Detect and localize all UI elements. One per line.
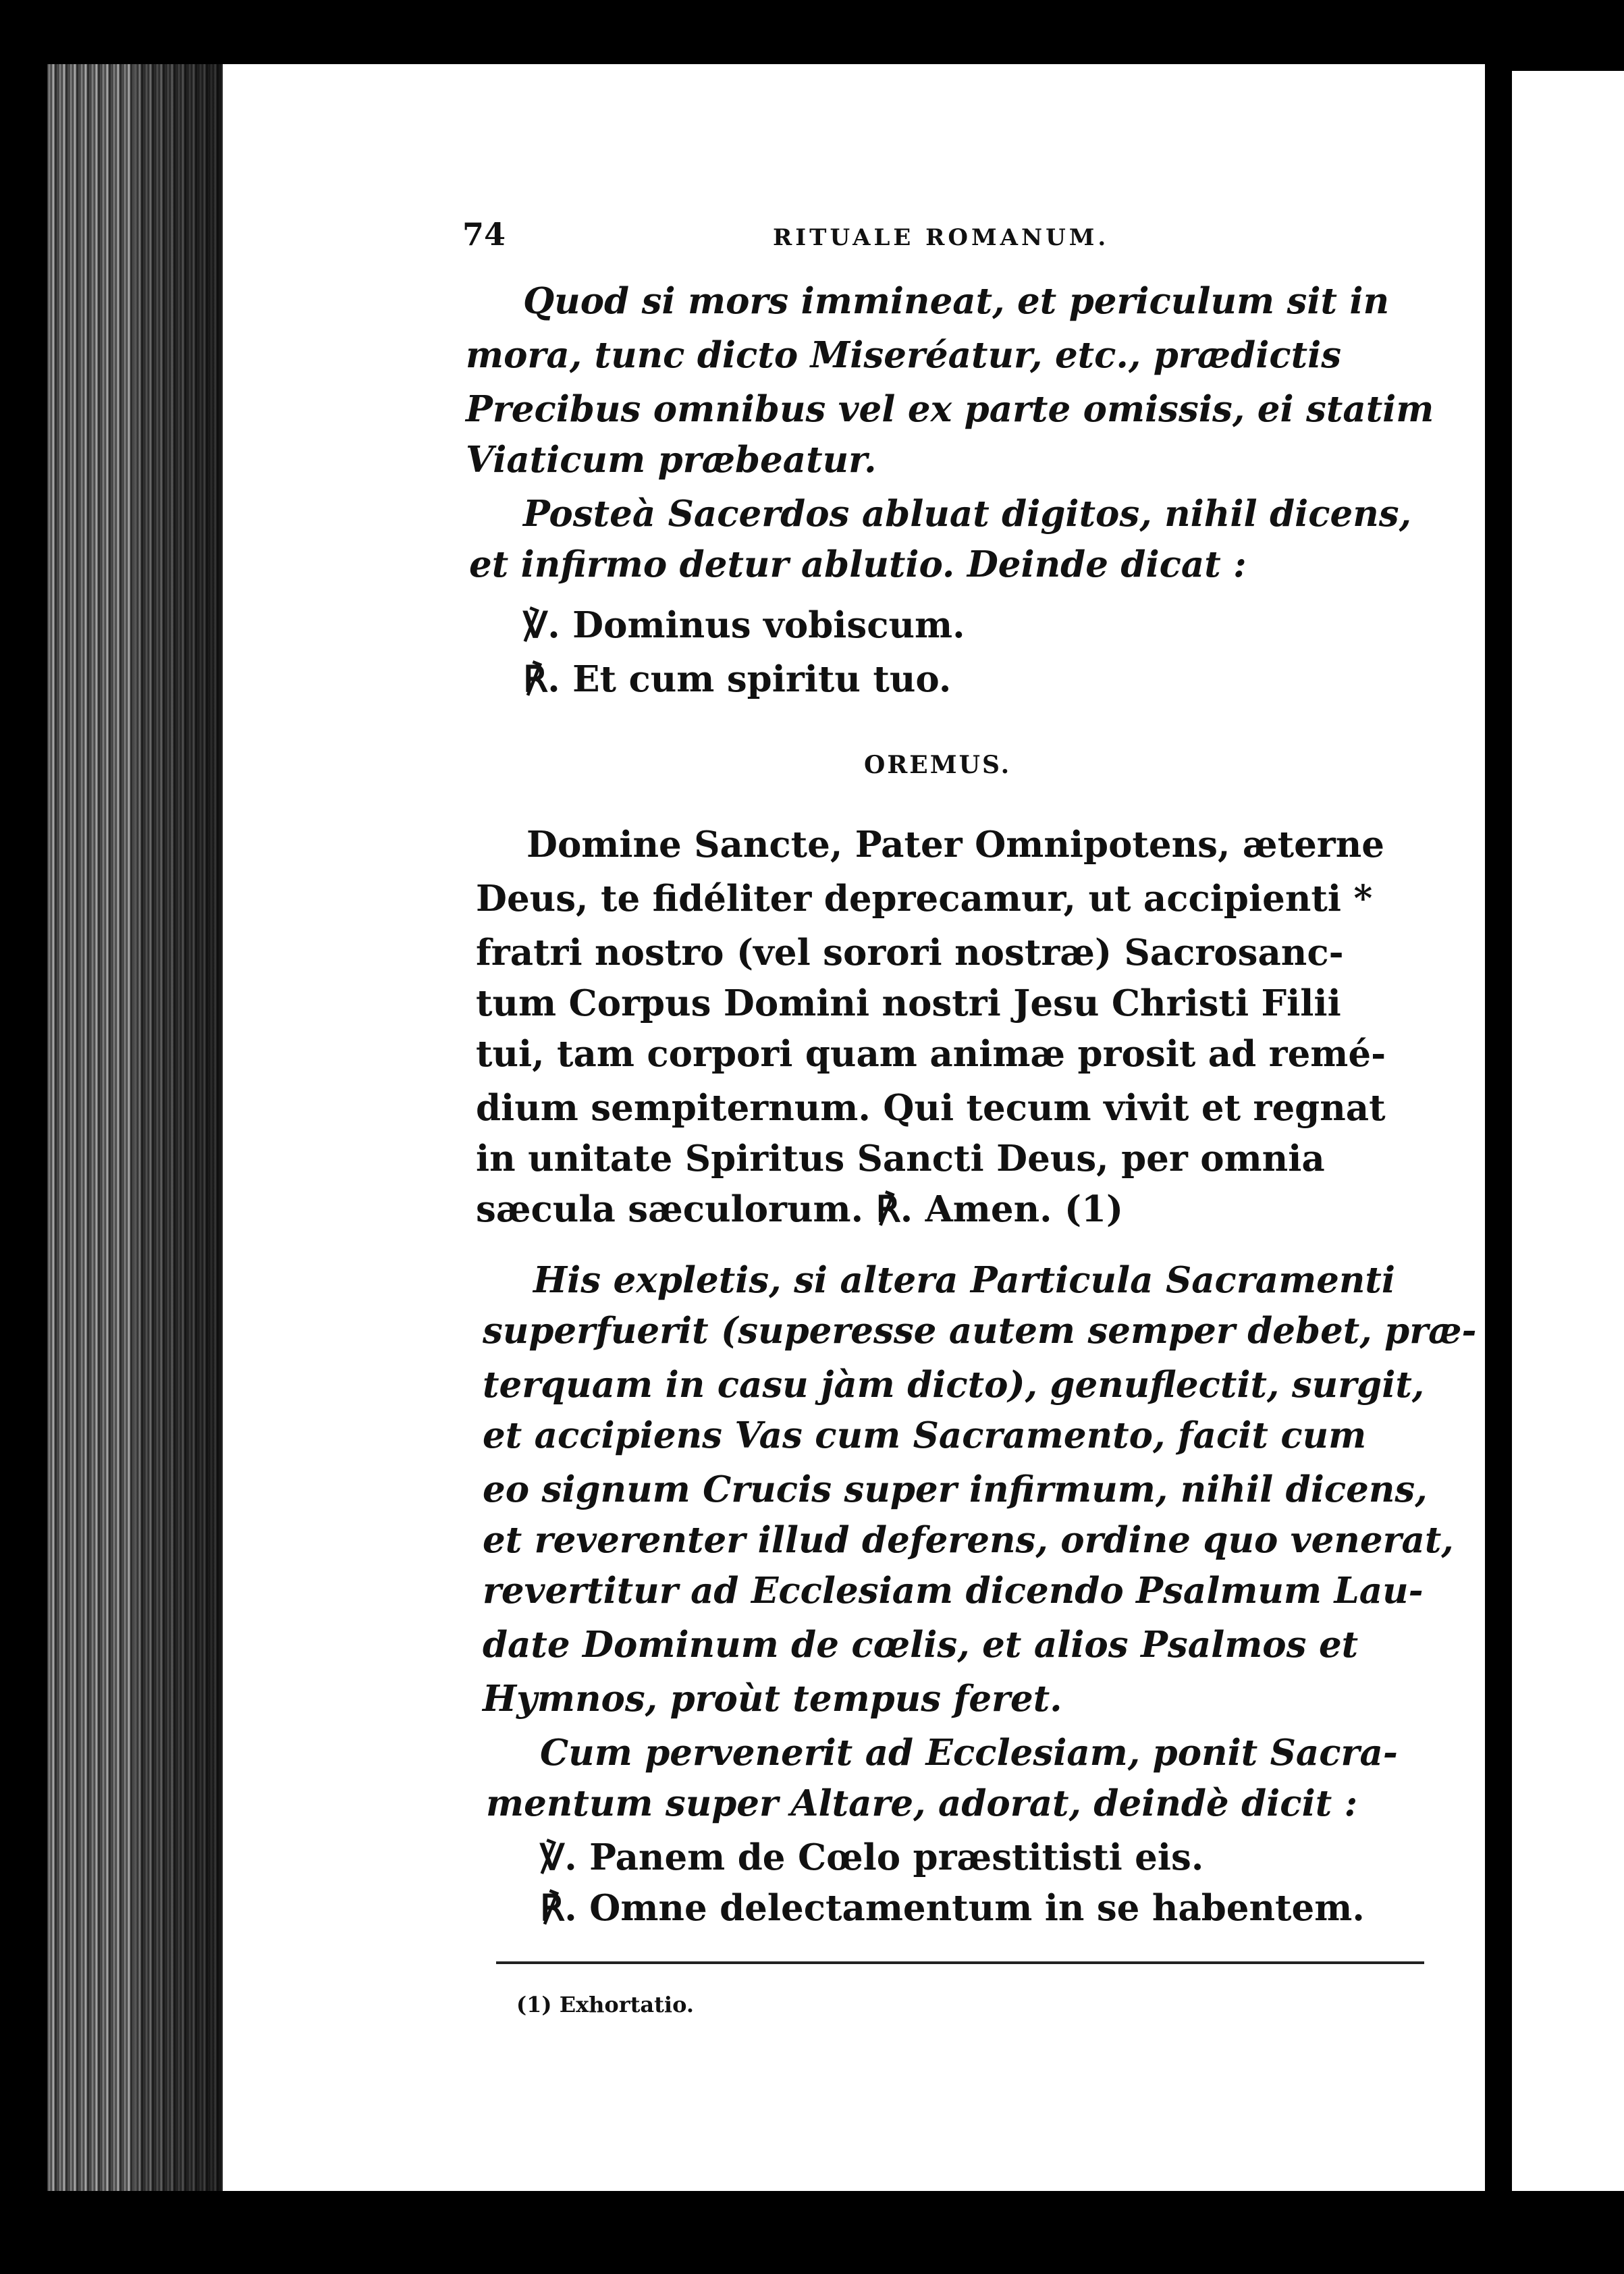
adjacent-line: nis: [547, 8, 585, 38]
text-line: et reverenter illud deferens, ordine quo venerat,: [483, 1519, 1454, 1561]
text-line: Quod si mors immineat, et periculum sit in: [523, 280, 1390, 322]
adjacent-line: sig: [300, 8, 339, 38]
adjacent-line: I: [287, 8, 298, 38]
text-line: Deus, te fidéliter deprecamur, ut accipienti *: [476, 878, 1373, 920]
adjacent-line: mu: [689, 8, 730, 38]
adjacent-line: qu: [47, 0, 92, 41]
text-line: in unitate Spiritus Sancti Deus, per omnia: [476, 1138, 1325, 1180]
adjacent-page: [1512, 71, 1624, 2191]
oremus-heading: OREMUS.: [864, 751, 1012, 779]
text-line: tui, tam corpori quam animæ prosit ad remé-: [476, 1033, 1386, 1075]
versicle: ℣. Panem de Cœlo præstitisti eis.: [540, 1836, 1204, 1878]
adjacent-line: et: [193, 0, 229, 41]
response: ℟. Omne delectamentum in se habentem.: [540, 1887, 1365, 1929]
adjacent-line: lud: [342, 8, 383, 38]
text-line: et infirmo detur ablutio. Deinde dicat :: [469, 544, 1247, 585]
adjacent-line: fru: [138, 0, 190, 41]
response: ℟. Et cum spiritu tuo.: [523, 658, 952, 700]
page-number: 74: [462, 216, 506, 253]
text-line: Posteà Sacerdos abluat digitos, nihil dicens,: [523, 493, 1412, 535]
versicle: ℣. Dominus vobiscum.: [523, 604, 965, 646]
text-line: sæcula sæculorum. ℟. Amen. (1): [476, 1188, 1124, 1230]
text-line: mentum super Altare, adorat, deindè dicit :: [486, 1782, 1358, 1824]
adjacent-line: bus: [639, 8, 686, 38]
adjacent-line: qui: [409, 8, 451, 38]
text-line: Precibus omnibus vel ex parte omissis, ei statim: [466, 388, 1434, 430]
text-line: tum Corpus Domini nostri Jesu Christi Filii: [476, 982, 1341, 1024]
adjacent-line: eor: [245, 11, 284, 38]
adjacent-line: pa: [0, 0, 44, 41]
adjacent-line: cor: [454, 8, 497, 38]
adjacent-line: sa: [95, 0, 134, 41]
adjacent-line: ben: [588, 8, 637, 38]
text-line: et accipiens Vas cum Sacramento, facit cum: [483, 1414, 1367, 1456]
text-line: dium sempiternum. Qui tecum vivit et regnat: [476, 1087, 1386, 1129]
text-line: date Dominum de cœlis, et alios Psalmos et: [483, 1624, 1359, 1666]
adjacent-line: Par: [499, 8, 544, 38]
text-line: revertitur ad Ecclesiam dicendo Psalmum Lau-: [483, 1570, 1424, 1612]
text-line: Viaticum præbeatur.: [466, 439, 877, 481]
text-line: terquam in casu jàm dicto), genuflectit, surgit,: [483, 1364, 1425, 1406]
adjacent-line: I: [232, 8, 242, 38]
text-line: mora, tunc dicto Miseréatur, etc., prædictis: [466, 334, 1342, 376]
text-line: superfuerit (superesse autem semper debet, præ-: [483, 1310, 1477, 1352]
text-line: Hymnos, proùt tempus feret.: [483, 1678, 1062, 1720]
text-line: Cum pervenerit ad Ecclesiam, ponit Sacra-: [540, 1732, 1398, 1774]
running-title: RITUALE ROMANUM.: [773, 224, 1110, 251]
text-line: His expletis, si altera Particula Sacramenti: [533, 1259, 1396, 1301]
text-line: eo signum Crucis super infirmum, nihil dicens,: [483, 1469, 1428, 1510]
footnote-rule: [496, 1961, 1424, 1964]
running-header: [462, 216, 1428, 257]
adjacent-line: C: [386, 8, 406, 38]
text-line: fratri nostro (vel sorori nostræ) Sacrosanc-: [476, 932, 1344, 974]
adjacent-page-text: [0, 0, 1624, 41]
footnote: (1) Exhortatio.: [516, 1992, 694, 2017]
text-line: Domine Sancte, Pater Omnipotens, æterne: [526, 824, 1384, 866]
